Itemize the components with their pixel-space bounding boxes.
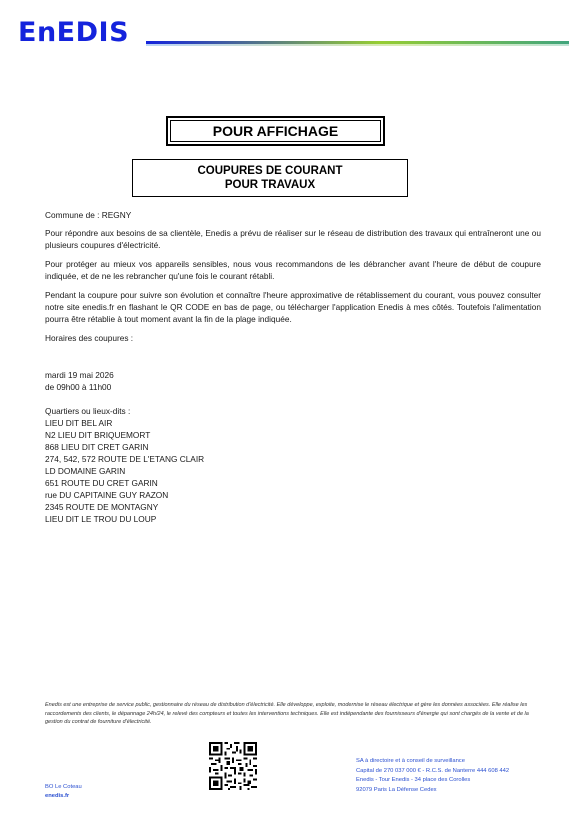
list-item: LIEU DIT BEL AIR bbox=[45, 418, 113, 428]
list-item: LIEU DIT LE TROU DU LOUP bbox=[45, 514, 157, 524]
qr-code-icon[interactable] bbox=[209, 742, 257, 790]
legal-notice: Enedis est une entreprise de service public, gestionnaire du réseau de distribution d'électricité. Elle développe, exploite, modernise le réseau électrique et gère les données associées. Elle réalise les raccordements des clients, le dépannage 24h/24, le relevé des compteurs et toutes les interventions techniques. Elle est indépendante des fournisseurs d'énergie qui sont chargés de la vente et de la gestion du contrat de fourniture d'électricité. bbox=[45, 702, 529, 725]
locations-list bbox=[45, 417, 541, 525]
enedis-logo: EnEDIS bbox=[18, 17, 130, 48]
list-item: rue DU CAPITAINE GUY RAZON bbox=[45, 490, 169, 500]
office-name: BO Le Coteau bbox=[45, 784, 82, 790]
company-line: Enedis - Tour Enedis - 34 place des Corolles bbox=[356, 777, 471, 783]
paragraph-protection: Pour protéger au mieux vos appareils sensibles, nous vous recommandons de les débrancher avant l'heure de début de coupure indiquée, et de ne les rebrancher qu'une fois le courant rétabli. bbox=[45, 259, 541, 281]
company-line: SA à directoire et à conseil de surveillance bbox=[356, 758, 465, 764]
pour-affichage-box bbox=[166, 116, 385, 146]
list-item: 2345 ROUTE DE MONTAGNY bbox=[45, 502, 159, 512]
list-item: 274, 542, 572 ROUTE DE L'ETANG CLAIR bbox=[45, 454, 205, 464]
list-item: 868 LIEU DIT CRET GARIN bbox=[45, 442, 149, 452]
paragraph-suivi: Pendant la coupure pour suivre son évolution et connaître l'heure approximative de rétablissement du courant, vous pouvez consulter notre site enedis.fr en flashant le QR CODE en bas de page, ou télécharger l'application Enedis à mes côtés. Toutefois l'alimentation pourra être rétablie à tout moment avant la fin de la plage indiquée. bbox=[45, 290, 541, 324]
company-line: 92079 Paris La Défense Cedex bbox=[356, 786, 437, 793]
pour-affichage-title: POUR AFFICHAGE bbox=[170, 120, 381, 142]
commune-label: Commune de : REGNY bbox=[45, 210, 132, 220]
header-gradient-band-light bbox=[146, 44, 569, 46]
paragraph-besoins: Pour répondre aux besoins de sa clientèle, Enedis a prévu de réaliser sur le réseau de distribution des travaux qui entraîneront une ou plusieurs coupures d'électricité. bbox=[45, 228, 541, 250]
coupures-title-line2: POUR TRAVAUX bbox=[224, 179, 316, 191]
list-item: 651 ROUTE DU CRET GARIN bbox=[45, 478, 158, 488]
footer-office-block bbox=[45, 783, 82, 801]
coupure-hours: de 09h00 à 11h00 bbox=[45, 382, 112, 392]
quartiers-label: Quartiers ou lieux-dits : bbox=[45, 406, 131, 416]
coupures-title-box bbox=[132, 159, 408, 197]
footer-company-block bbox=[356, 757, 509, 795]
site-link[interactable]: enedis.fr bbox=[45, 793, 70, 799]
list-item: N2 LIEU DIT BRIQUEMORT bbox=[45, 430, 151, 440]
coupures-title-line1: COUPURES DE COURANT bbox=[197, 165, 343, 177]
horaires-label: Horaires des coupures : bbox=[45, 333, 134, 343]
coupure-date: mardi 19 mai 2026 bbox=[45, 370, 114, 380]
company-line: Capital de 270 037 000 € - R.C.S. de Nanterre 444 608 442 bbox=[356, 767, 510, 774]
list-item: LD DOMAINE GARIN bbox=[45, 466, 126, 476]
